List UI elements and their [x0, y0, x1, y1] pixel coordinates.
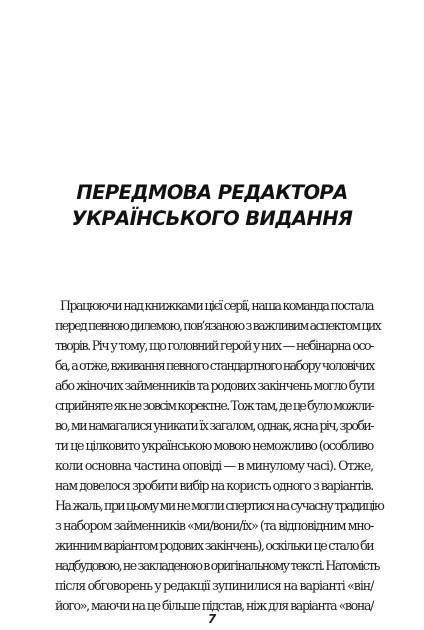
body-line: коли основна частина оповіді — в минулому часі). Отже,: [55, 458, 373, 473]
body-line: во, ми намагалися уникати їх загалом, однак, ясна річ, зроби-: [55, 418, 373, 433]
body-line: сприйняте як не зовсім коректне. Тож там, де це було можли-: [55, 398, 374, 413]
body-line: творів. Річ у тому, що головний герой у них — небінарна осо-: [55, 338, 373, 353]
page-number: 7: [207, 612, 217, 626]
body-line: Працюючи над книжками цієї серії, наша команда постала: [60, 298, 373, 313]
body-line: ти це цілковито українською мовою неможливо (особливо: [55, 438, 373, 453]
body-line: з набором займенників «ми/вони/їх» (та відповідним мно-: [55, 518, 373, 533]
chapter-heading-line-1: ПЕРЕДМОВА РЕДАКТОРА: [76, 181, 348, 204]
chapter-heading-line-2: УКРАЇНСЬКОГО ВИДАННЯ: [71, 207, 353, 230]
body-line: його», маючи на це більше підстав, ніж для варіанта «вона/: [55, 598, 373, 613]
body-line: нам довелося зробити вибір на користь одного з варіантів.: [55, 478, 373, 493]
body-line: надбудовою, не закладеною в оригінальному тексті. Натомість: [55, 558, 379, 573]
body-line: На жаль, при цьому ми не могли спертися на сучасну традицію: [55, 498, 384, 513]
body-line: після обговорень у редакції зупинилися на варіанті «він/: [55, 578, 374, 593]
body-line: ба, а отже, вживання певного стандартного набору чоловічих: [55, 358, 374, 373]
body-line: або жіночих займенників та родових закінчень могло бути: [55, 378, 374, 393]
body-line: перед певною дилемою, пов’язаною з важливим аспектом цих: [55, 318, 381, 333]
body-line: жинним варіантом родових закінчень), оскільки це стало би: [55, 538, 374, 553]
